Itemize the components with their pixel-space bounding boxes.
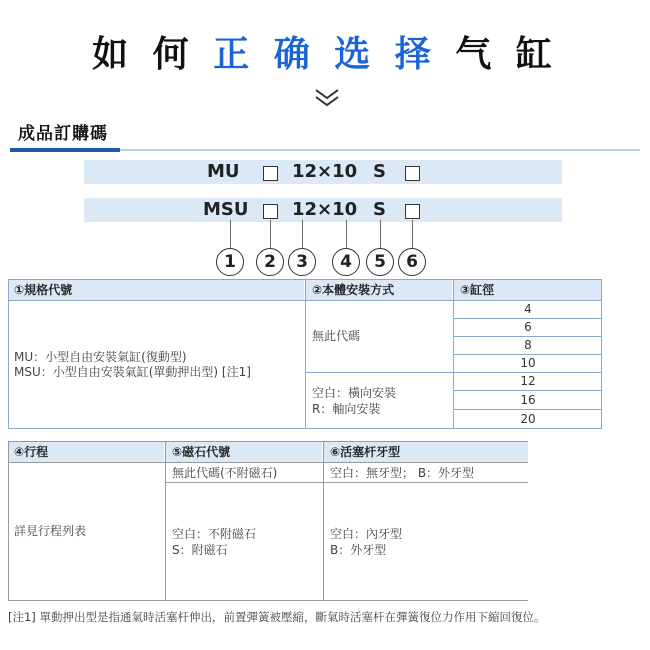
bore-row-line: [454, 390, 602, 391]
table2-divider-2: [323, 441, 324, 601]
section-title: 成品訂購碼: [18, 124, 108, 144]
mount-none: 無此代碼: [312, 329, 361, 343]
double-chevron-down-icon: [313, 87, 341, 109]
header-bore: ③缸徑: [454, 280, 602, 300]
table2-left-line: [8, 441, 9, 601]
table2-divider-1: [165, 441, 166, 601]
code-option-box: [405, 204, 420, 219]
thread-male: B：外牙型: [330, 543, 387, 557]
bore-value: 20: [520, 412, 536, 426]
mount-horizontal: 空白：橫向安裝: [312, 386, 397, 400]
bore-value: 8: [524, 338, 532, 352]
magnet-with: S：附磁石: [172, 543, 228, 557]
header-spec-code: ①規格代號: [8, 280, 304, 300]
marker-1: 1: [216, 248, 244, 276]
marker-2: 2: [256, 248, 284, 276]
bore-row-line: [454, 409, 602, 410]
bore-value: 12: [520, 374, 536, 388]
code-suffix: S: [373, 199, 386, 220]
mount-row-line: [306, 372, 454, 373]
page-title: [0, 26, 650, 77]
bore-value: 6: [524, 320, 532, 334]
table1-divider-1: [305, 279, 306, 429]
bore-value: 10: [520, 356, 536, 370]
connector-6: [412, 220, 413, 249]
connector-4: [346, 220, 347, 249]
code-option-box: [263, 204, 278, 219]
table2-header-line: [8, 462, 528, 463]
connector-3: [302, 220, 303, 249]
bore-value: 4: [524, 302, 532, 316]
title-part-1: 如 何: [92, 34, 214, 75]
table2-bottom-line: [8, 600, 528, 601]
marker-5: 5: [366, 248, 394, 276]
stroke-text: 詳見行程列表: [14, 524, 87, 538]
spec-msu: MSU：小型自由安裝氣缸(單動押出型) [注1]: [14, 365, 251, 379]
code-prefix-msu: MSU: [203, 199, 249, 220]
thread-female: 空白：內牙型: [330, 527, 403, 541]
code-prefix-mu: MU: [207, 161, 240, 182]
header-magnet: ⑤磁石代號: [166, 442, 322, 462]
code-option-box: [263, 166, 278, 181]
connector-1: [230, 220, 231, 249]
code-size: 12×10: [292, 161, 358, 182]
code-suffix: S: [373, 161, 386, 182]
header-thread: ⑥活塞杆牙型: [324, 442, 528, 462]
spec-mu: MU：小型自由安裝氣缸(復動型): [14, 350, 187, 364]
marker-6: 6: [398, 248, 426, 276]
magnet-without: 空白：不附磁石: [172, 527, 257, 541]
footnote: [注1] 單動押出型是指通氣時活塞杆伸出，前置彈簧被壓縮，斷氣時活塞杆在彈簧復位力作用下縮回復位。: [8, 610, 546, 624]
code-size: 12×10: [292, 199, 358, 220]
code-option-box: [405, 166, 420, 181]
marker-4: 4: [332, 248, 360, 276]
connector-5: [380, 220, 381, 249]
table1-left-line: [8, 279, 9, 429]
section-rule-dark: [10, 148, 120, 152]
section-rule-light: [120, 149, 640, 151]
thread-summary: 空白：無牙型； B：外牙型: [330, 466, 475, 480]
title-part-2: 正 确 选 择: [213, 34, 437, 75]
title-part-3: 气 缸: [436, 34, 558, 75]
header-mount: ②本體安裝方式: [306, 280, 452, 300]
table2-top-line: [8, 441, 528, 442]
bore-value: 16: [520, 393, 536, 407]
magnet-none: 無此代碼(不附磁石): [172, 466, 278, 480]
connector-2: [270, 220, 271, 249]
mount-axial: R：軸向安裝: [312, 402, 381, 416]
header-stroke: ④行程: [8, 442, 164, 462]
table2-sub-line: [166, 482, 528, 483]
marker-3: 3: [288, 248, 316, 276]
